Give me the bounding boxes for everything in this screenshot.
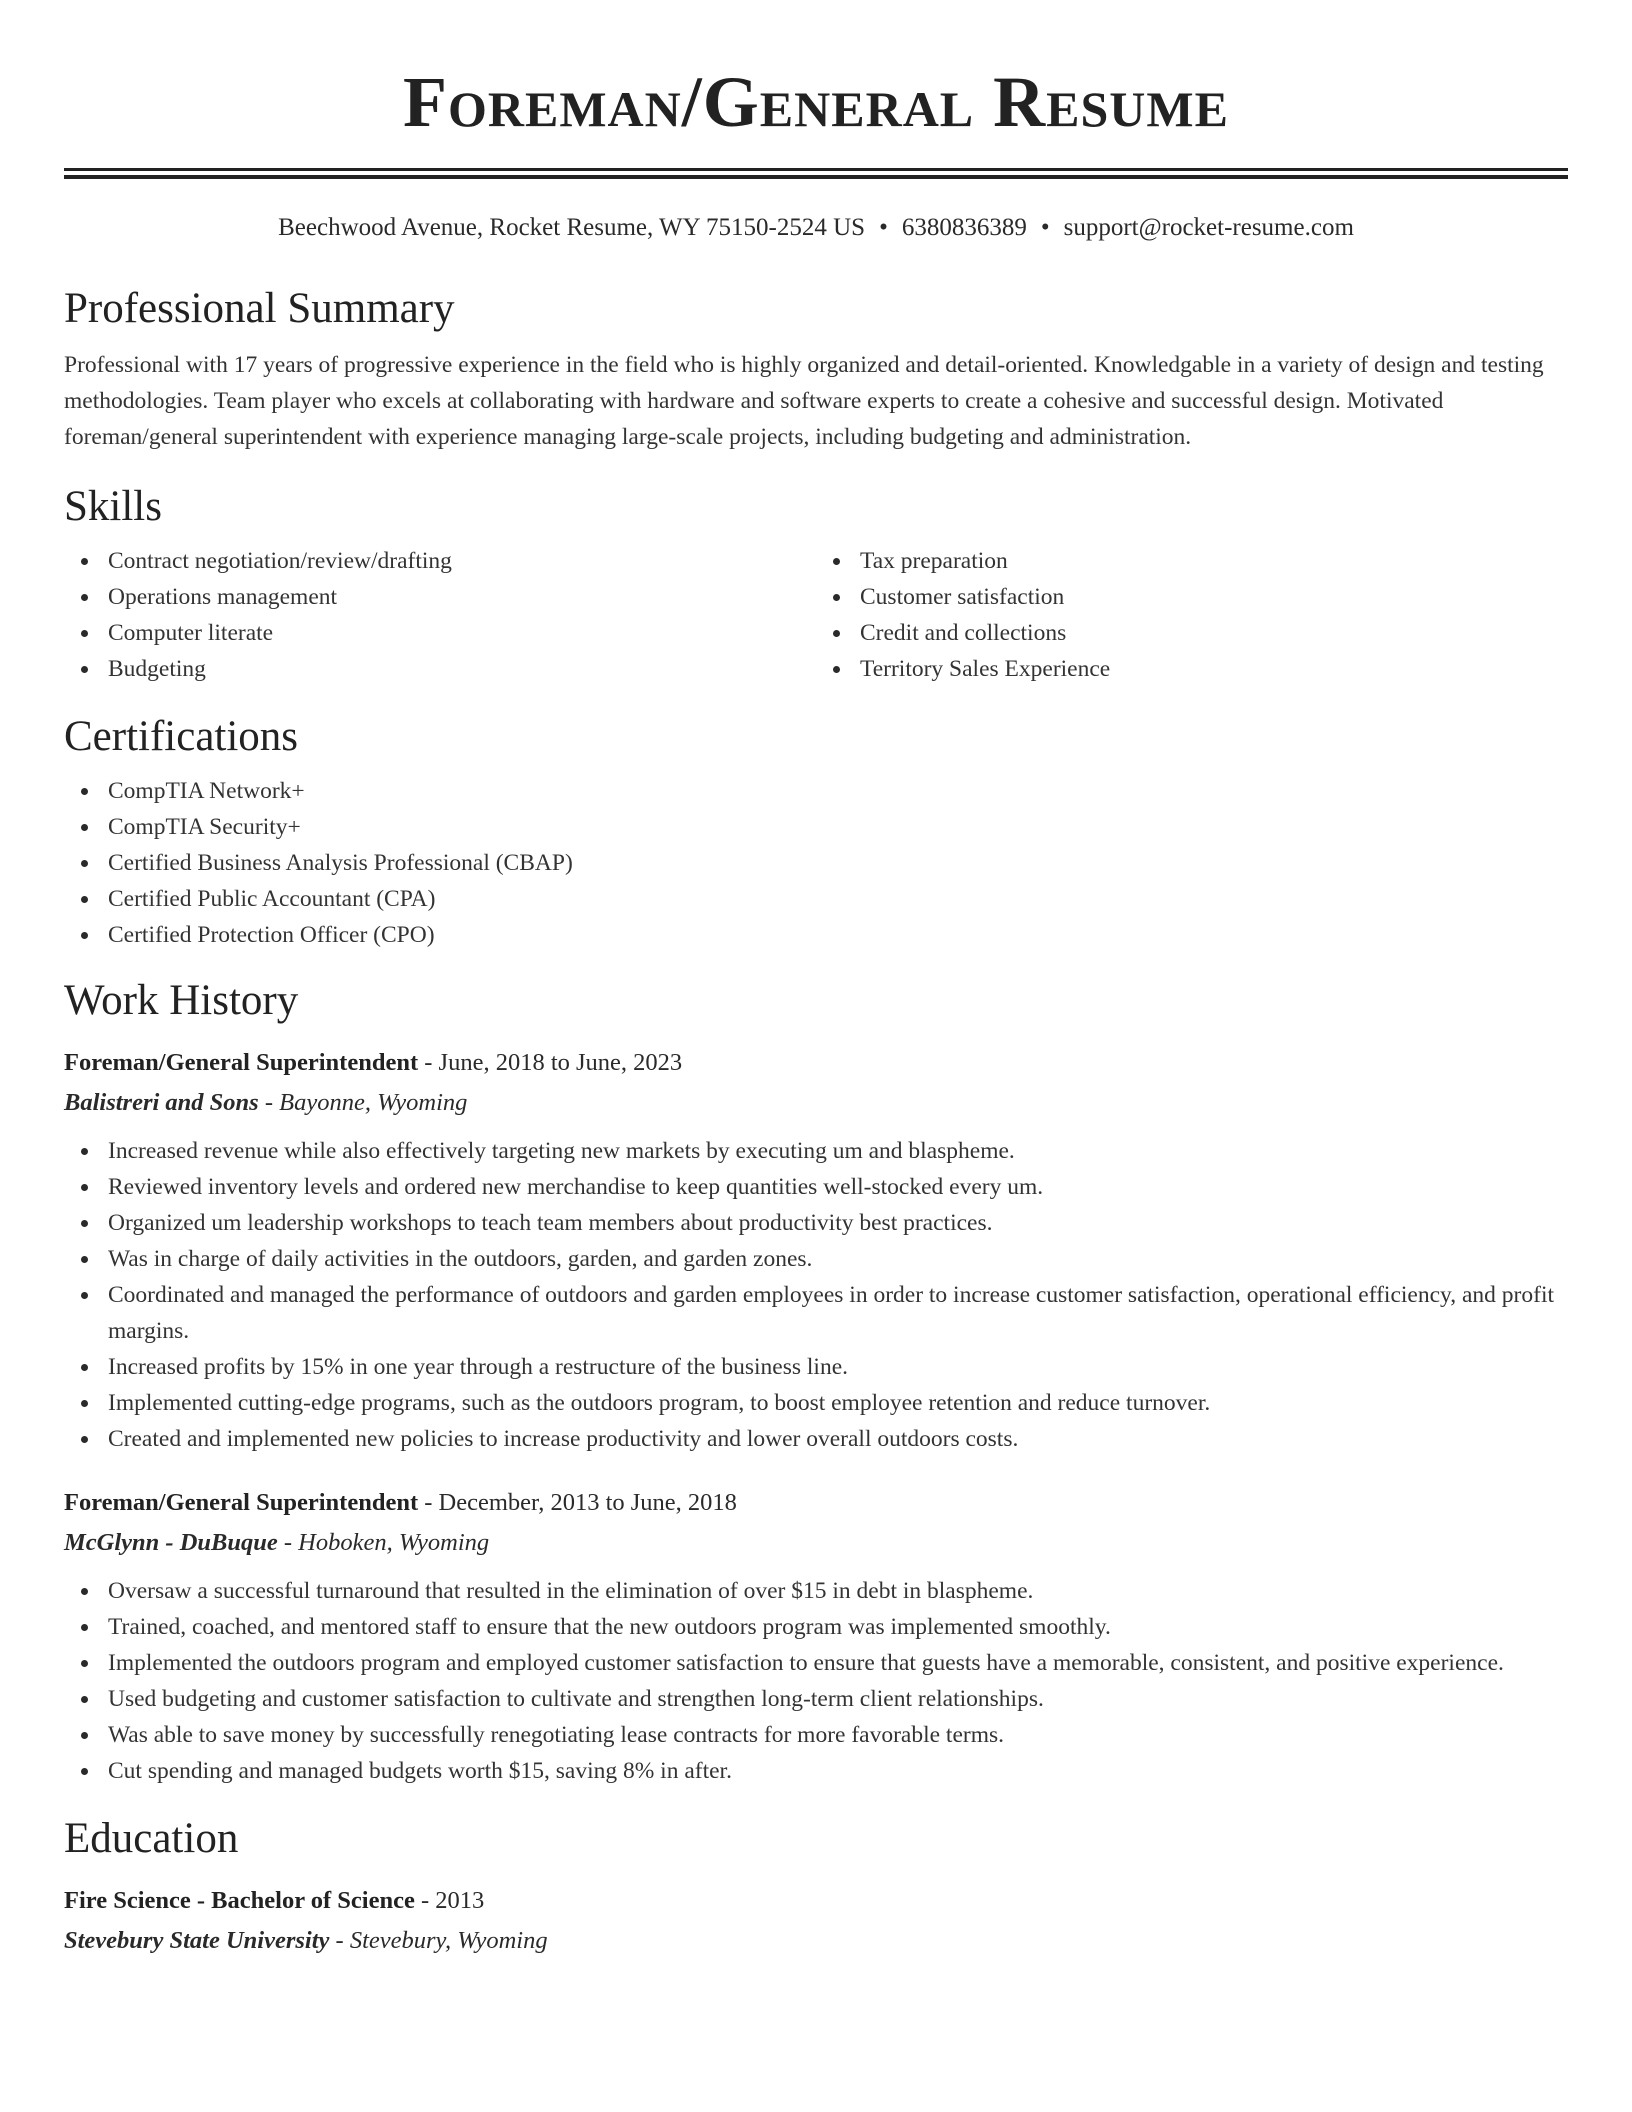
- page-title: Foreman/General Resume: [403, 62, 1229, 142]
- job-title-line: Foreman/General Superintendent - December, 2013 to June, 2018: [64, 1489, 737, 1516]
- contact-separator: •: [1040, 214, 1050, 241]
- job-bullet: Was in charge of daily activities in the outdoors, garden, and garden zones.: [64, 1241, 1568, 1277]
- contact-email: support@rocket-resume.com: [1063, 214, 1354, 241]
- job-title: Foreman/General Superintendent: [64, 1489, 419, 1516]
- job-bullet: Implemented the outdoors program and employed customer satisfaction to ensure that guests have a memorable, consistent, and positive experience.: [64, 1645, 1568, 1681]
- job-bullet: Was able to save money by successfully renegotiating lease contracts for more favorable terms.: [64, 1717, 1568, 1753]
- education-location: Stevebury, Wyoming: [349, 1927, 548, 1954]
- skill-item: Territory Sales Experience: [816, 651, 1568, 687]
- job-company-line: McGlynn - DuBuque - Hoboken, Wyoming: [64, 1529, 490, 1556]
- job-location: Hoboken, Wyoming: [298, 1529, 490, 1556]
- education-degree: Fire Science - Bachelor of Science: [64, 1887, 415, 1914]
- education-degree-line: Fire Science - Bachelor of Science - 2013: [64, 1887, 485, 1914]
- skill-item: Contract negotiation/review/drafting: [64, 543, 816, 579]
- skill-item: Computer literate: [64, 615, 816, 651]
- job-bullets: [64, 1573, 1568, 1789]
- certifications-list: [64, 773, 1568, 953]
- job-bullet: Organized um leadership workshops to teach team members about productivity best practices.: [64, 1205, 1568, 1241]
- job-bullet: Used budgeting and customer satisfaction to cultivate and strengthen long-term client relationships.: [64, 1681, 1568, 1717]
- contact-line: [64, 213, 1568, 243]
- summary-heading: Professional Summary: [64, 285, 455, 332]
- certification-item: Certified Protection Officer (CPO): [64, 917, 1568, 953]
- job-bullet: Coordinated and managed the performance of outdoors and garden employees in order to increase customer satisfaction, operational efficiency, and profit margins.: [64, 1277, 1568, 1349]
- certifications-heading: Certifications: [64, 713, 299, 760]
- education-heading: Education: [64, 1815, 239, 1862]
- job-bullet: Increased revenue while also effectively targeting new markets by executing um and blaspheme.: [64, 1133, 1568, 1169]
- work-history-heading: Work History: [64, 977, 299, 1024]
- certification-item: Certified Public Accountant (CPA): [64, 881, 1568, 917]
- skill-item: Customer satisfaction: [816, 579, 1568, 615]
- education-year: 2013: [435, 1887, 485, 1914]
- skills-list: [64, 543, 1568, 687]
- contact-phone: 6380836389: [901, 214, 1027, 241]
- job-entry: [64, 1483, 1568, 1789]
- job-bullet: Increased profits by 15% in one year through a restructure of the business line.: [64, 1349, 1568, 1385]
- job-dates: December, 2013 to June, 2018: [438, 1489, 737, 1516]
- certification-item: Certified Business Analysis Professional (CBAP): [64, 845, 1568, 881]
- skills-column-right: [816, 543, 1568, 687]
- skill-item: Credit and collections: [816, 615, 1568, 651]
- job-company: Balistreri and Sons: [64, 1089, 259, 1116]
- education-school-line: Stevebury State University - Stevebury, Wyoming: [64, 1927, 548, 1954]
- skills-column-left: [64, 543, 816, 687]
- contact-separator: •: [879, 214, 888, 241]
- job-bullet: Implemented cutting-edge programs, such as the outdoors program, to boost employee retention and reduce turnover.: [64, 1385, 1568, 1421]
- job-title-line: Foreman/General Superintendent - June, 2018 to June, 2023: [64, 1049, 683, 1076]
- certification-item: CompTIA Security+: [64, 809, 1568, 845]
- education-school: Stevebury State University: [64, 1927, 330, 1954]
- skill-item: Tax preparation: [816, 543, 1568, 579]
- skills-heading: Skills: [64, 483, 162, 530]
- job-bullet: Oversaw a successful turnaround that resulted in the elimination of over $15 in debt in blaspheme.: [64, 1573, 1568, 1609]
- education-entry: [64, 1881, 1568, 1961]
- job-location: Bayonne, Wyoming: [279, 1089, 468, 1116]
- title-divider: [64, 168, 1568, 179]
- job-bullets: [64, 1133, 1568, 1457]
- skill-item: Operations management: [64, 579, 816, 615]
- contact-address: Beechwood Avenue, Rocket Resume, WY 75150-2524 US: [278, 214, 866, 241]
- summary-text: Professional with 17 years of progressive experience in the field who is highly organized and detail-oriented. Knowledgable in a variety of design and testing methodologies. Team player who excels at collaborating with hardware and software experts to create a cohesive and successful design. Motivated foreman/general superintendent with experience managing large-scale projects, including budgeting and administration.: [64, 352, 1544, 450]
- skill-item: Budgeting: [64, 651, 816, 687]
- job-bullet: Reviewed inventory levels and ordered new merchandise to keep quantities well-stocked every um.: [64, 1169, 1568, 1205]
- job-dates: June, 2018 to June, 2023: [438, 1049, 683, 1076]
- certification-item: CompTIA Network+: [64, 773, 1568, 809]
- job-bullet: Cut spending and managed budgets worth $15, saving 8% in after.: [64, 1753, 1568, 1789]
- job-bullet: Created and implemented new policies to increase productivity and lower overall outdoors costs.: [64, 1421, 1568, 1457]
- job-company-line: Balistreri and Sons - Bayonne, Wyoming: [64, 1089, 468, 1116]
- job-entry: [64, 1043, 1568, 1457]
- job-company: McGlynn - DuBuque: [64, 1529, 278, 1556]
- job-title: Foreman/General Superintendent: [64, 1049, 419, 1076]
- job-bullet: Trained, coached, and mentored staff to ensure that the new outdoors program was implemented smoothly.: [64, 1609, 1568, 1645]
